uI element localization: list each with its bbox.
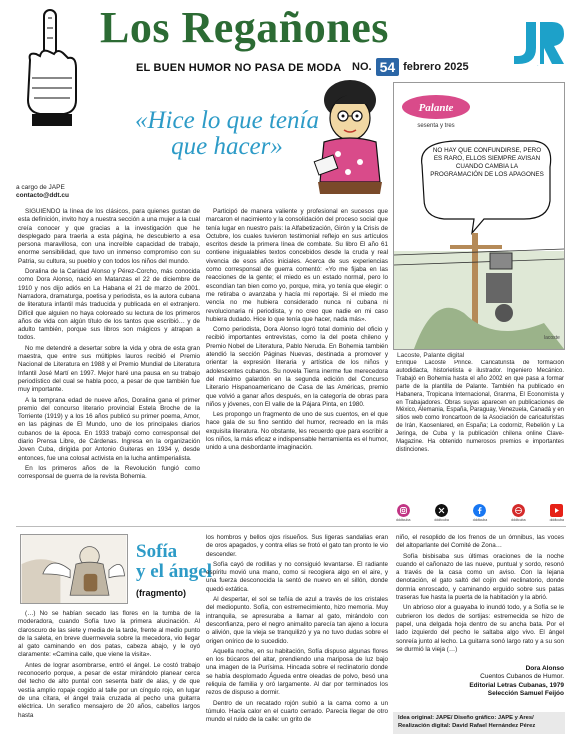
story-paragraph: los hombros y bellos ojos risueños. Sus ligeras sandalias eran de oros apagados, y contra ellas se frotó el gato tan pronto le vio descender.	[206, 534, 388, 558]
story-paragraph: Dentro de un recatado rojón subió a la cama como a un túmulo. Hacía calor en el cuarto cerrado. Parecía llegar de otro mundo el ruido de la calle: un grito de	[206, 699, 388, 724]
story-paragraph: niño, el resoplido de los frenos de un ómnibus, las voces del altoparlante del Comité de Zona…	[396, 534, 564, 550]
social-web[interactable]	[511, 504, 525, 522]
palante-logo-text: Palante	[418, 102, 454, 114]
article-column-1	[18, 208, 200, 520]
jr-logo	[508, 18, 566, 68]
issue-info	[352, 58, 469, 76]
social-instagram[interactable]	[396, 504, 410, 522]
social-label: dddtcuba	[472, 518, 488, 522]
story-paragraph: Antes de lograr asombrarse, entró el ángel. Le costó trabajo reconocerlo porque, a pesar de estar mirándolo planear cerca del techo de alto puntal con sesenta batir de alas, y de que vestía amplio ropaje cogido al talle por un cíngulo rojo, en lugar de una cítara, el ángel traía cruzada al pecho una guitarra eléctrica. Un serafico mensajero de 20 años, cabellos largos hasta	[18, 661, 200, 719]
story-paragraph: Sofía cayó de rodillas y no consiguió levantarse. El radiante espíritu movió una mano, como si recogiera algo en el aire, y una fuerza desconocida la sentó de nuevo en el sillón, donde quedó extática.	[206, 560, 388, 593]
masthead-tagline: EL BUEN HUMOR NO PASA DE MODA	[136, 62, 342, 74]
production-credits	[393, 712, 565, 734]
story-author: Dora Alonso	[525, 665, 564, 672]
social-facebook[interactable]	[473, 504, 487, 522]
social-label: dddtcuba	[396, 518, 411, 522]
article-paragraph: Les propongo un fragmento de uno de sus cuentos, en el que hace gala de su fino sentido del humor, recreado en la más exquisita literatura. No obstante, les recuerdo que para escribir a los niños, la más eficaz e indispensable herramienta es el humor, unido a una desbordante imaginación.	[206, 411, 388, 452]
youtube-icon	[550, 504, 563, 517]
story-column-3	[396, 534, 564, 674]
story-paragraph: (…) No se habían secado las flores en la tumba de la moderadora, cuando Sofía tuvo la primera alucinación. Al claroscuro de las siete y media de la tarde, frente al medio punto de la saleta, en breve duermevela sobre la mecedora, vio llegar al gato caminando en dos patas, cabeza abajo, y le oyó claramente: «Camina calle, que viene la visita».	[18, 610, 200, 659]
social-label: dddtcuba	[511, 518, 526, 522]
issue-date: febrero 2025	[403, 61, 469, 73]
section-divider	[16, 526, 566, 527]
bio-paragraph: Enrique Lacoste Prince. Caricaturista de formación autodidacta, historietista e ilustrador. Ingeniero Mecánico. Trabajó en Bohemia hasta el año 2002 en que pasa a formar parte de la plantilla de Palante. También ha publicado en Habanera, Tropicana Internacional, Granma, El Economista y en Trabajadores. Obras suyas aparecen en publicaciones de México, Alemania, España, Paraguay, Venezuela, Canadá y en sitios web como Ironcartoon de la Asociación de caricaturistas de Irán, Kaosenlared, en España; La codorniz, Rebelión y La Jeringa, de Cuba y la publicación chilena online Clave-Magazine. Ha obtenido numerosos premios e importantes distinciones.	[396, 360, 564, 453]
social-youtube[interactable]	[550, 504, 564, 522]
social-links	[396, 502, 564, 524]
caricature-illustration	[310, 78, 388, 198]
issue-prefix: NO.	[352, 61, 372, 73]
story-book: Cuentos Cubanos de Humor.	[480, 673, 564, 681]
story-attribution	[396, 665, 564, 699]
story-column-2	[206, 534, 388, 736]
web-icon	[512, 504, 525, 517]
masthead-title: Los Regañones	[100, 3, 389, 52]
section-credit-contact: contacto@ddt.cu	[16, 192, 69, 200]
article-column-2	[206, 208, 388, 520]
article-paragraph: SIGUIENDO la línea de los clásicos, para quienes gustan de esta definición, invito hoy a nuestra sección a una mujer a la cual creía conocer y que gracias a la investigación que he desplegado para traerla a esta página, he descubierto a esa persona maravillosa, con una increíble capacidad de trabajo, enorme sensibilidad, que tuvo un inmenso compromiso con su Patria, su cultura, su pueblo y con todos los niños del mundo.	[18, 208, 200, 265]
social-label: dddtcuba	[549, 518, 564, 522]
story-column-1	[18, 610, 200, 736]
article-paragraph: Doralina de la Caridad Alonso y Pérez-Corcho, más conocida como Dora Alonso, nació en Matanzas el 22 de diciembre de 1910 y nos dijo adiós en La Habana el 21 de marzo de 2001. Narradora, dramaturga, poetisa y periodista, es la autora cubana de literatura infantil más traducida y publicada en el extranjero. Difícil que alguien no haya coloreado su lectura de los primeros años de vida con algún título de los tantos que escribió… y de adulto también, porque sus libros son mágicos y atrapan a todos.	[18, 268, 200, 342]
story-title-line-2: y el ángel	[136, 560, 212, 582]
cartoon-caption: Lacoste, Palante digital	[397, 352, 465, 359]
credits-line-1: Idea original: JAPE/ Diseño gráfico: JAPE y Ares/	[398, 715, 534, 721]
facebook-icon	[473, 504, 486, 517]
social-label: dddtcuba	[434, 518, 449, 522]
pointing-hand-illustration	[20, 8, 82, 128]
instagram-icon	[397, 504, 410, 517]
story-illustration	[20, 534, 128, 604]
story-title	[136, 542, 212, 582]
story-paragraph: Aquella noche, en su habitación, Sofía dispuso algunas flores en los búcaros del altar, prendiendo una mariposa de luz bajo una imagen de la Purísima. Hincada sobre el reclinatorio donde se había desplomado Águeda entre oleadas de polvo, besó una reliquia de familia y oró largamente. Al dar por terminados los rezos de dispuso a dormir.	[206, 647, 388, 697]
cartoon-panel	[393, 82, 565, 350]
story-paragraph: Un abrioso olor a guayaba lo inundó todo, y a Sofía se le cubrieron los dedos de sortijas: estremecida se hizo de papel, una delgada hoja dentro de su ancha bata. Por el lado izquierdo del pecho le saltaba algo vivo. El ángel sonreía junto al lecho. La guitarra sonó largo rato y a su son se durmió la vieja (…)	[396, 604, 564, 653]
article-paragraph: Como periodista, Dora Alonso logró total dominio del oficio y recibió importantes entrevistas, como la del poeta chileno y Premio Nobel de Literatura, Pablo Neruda. En Bohemia también atendió la sección Páginas Nuevas, destinada a promover y orientar la expresión literaria y artística de los niños y adolescentes cubanos. Su novela Tierra inerme fue merecedora del máximo galardón en la segunda edición del Concurso Literario Hispanoamericano de Casa de las Américas, premio que volvió a ganar años después, en la categoría de obras para niños y jóvenes, con El valle de la Pájara Pinta, en 1980.	[206, 326, 388, 408]
story-selection: Selección Samuel Feijóo	[487, 690, 564, 698]
svg-text:lacoste: lacoste	[544, 335, 560, 341]
cartoon-speech: NO HAY QUE CONFUNDIRSE, PERO ES RARO, ELLOS SIEMPRE AVISAN CUANDO CAMBIA LA PROGRAMACIÓN DE LOS APAGONES	[430, 147, 544, 178]
jr-logo-text: JR	[537, 66, 539, 67]
cartoon-illustration	[394, 83, 564, 349]
cartoonist-bio	[396, 360, 564, 500]
story-paragraph: Al despertar, el sol se teñía de azul a través de los cristales del mediopunto. Sofía, con estremecimiento, hizo memoria. Muy intranquila, se apresuraba a llamar al gato, mirándolo con desconfianza, pero el negro animalito parecía tan ajeno a locura o alivión, que la vieja se tranquilizó y ya no tuvo dudas sobre el origen onírico de lo sucedido.	[206, 596, 388, 645]
article-paragraph: A la temprana edad de nueve años, Doralina gana el primer premio del concurso literario provincial Estela Broche de la Torriente (1919) y a los 16 años publicó su primer poema, Amor, en las páginas de El Mundo, uno de los principales diarios cubanos de la época. En 1933 trabajó como corresponsal del diario Prensa Libre, de Cárdenas. Ingresa en la organización Joven Cuba, dirigida por Antonio Guiteras en 1934 y, desde entonces, fue una colosal activista en la lucha antiimperialista.	[18, 396, 200, 462]
pull-quote: «Hice lo que tenía que hacer»	[135, 107, 319, 161]
x-icon	[435, 504, 448, 517]
story-paragraph: Sofía bisbisaba sus últimas oraciones de la noche cuando el cañonazo de las nueve, puntual y sordo, resonó a través de la casa como un aviso. Con la lejana denotación, el gato saltó del cojín del reclinatorio, donde dormía enroscado, y caminando erguido sobre sus patas traseras fue hasta la puerta de la habitación y la abrió.	[396, 552, 564, 602]
story-subtitle: (fragmento)	[136, 588, 186, 598]
social-x[interactable]	[434, 504, 448, 522]
story-publisher: Editorial Letras Cubanas, 1979	[469, 681, 564, 689]
credits-line-2: Realización digital: David Rafael Hernández Pérez	[398, 722, 536, 729]
palante-subtitle: sesenta y tres	[417, 123, 455, 129]
article-paragraph: En los primeros años de la Revolución fungió como corresponsal de guerra de la revista Bohemia.	[18, 464, 200, 481]
story-title-line-1: Sofía	[136, 541, 178, 562]
article-paragraph: No me detendré a desertar sobre la vida y obra de esta gran maestra, que entre sus múltiples lauros recibió el Premio Nacional de Literatura en 1988 y el Premio Mundial de Literatura Infantil José Martí en 1997. Mejor haré una pausa en su trabajo periodístico del cual se habla poco, a pesar de que también fue muy importante.	[18, 344, 200, 394]
article-paragraph: Participó de manera valiente y profesional en sucesos que marcaron el nacimiento y la consolidación del proceso social que tenía lugar en nuestro país: la Alfabetización, Girón y la Crisis de Octubre, los cuales tuvieron testimonial reflejo en sus artículos escritos desde la primera línea de combate. Su libro El año 61 contiene inigualables textos concebidos desde la cruda y real vivencia de esos años iniciales. Acerca de sus experiencias como corresponsal de guerra comentó: «Yo me fijaba en las reacciones de la gente; el miedo es un estado normal, pero lo escondían tan bien como yo, porque, mira, yo tenía que elegir: o me retiraba o avanzaba y hacía mi reportaje. Si el miedo me vencía no me hubiera considerado nunca ni cubana ni revolucionaria ni periodista, y no creo que nadie en mi caso hubiera dudado. Hice lo que tenía que hacer, nada más».	[206, 208, 388, 323]
section-credit	[16, 184, 69, 200]
issue-number: 54	[376, 58, 400, 76]
section-credit-author: a cargo de JAPE	[16, 184, 65, 191]
